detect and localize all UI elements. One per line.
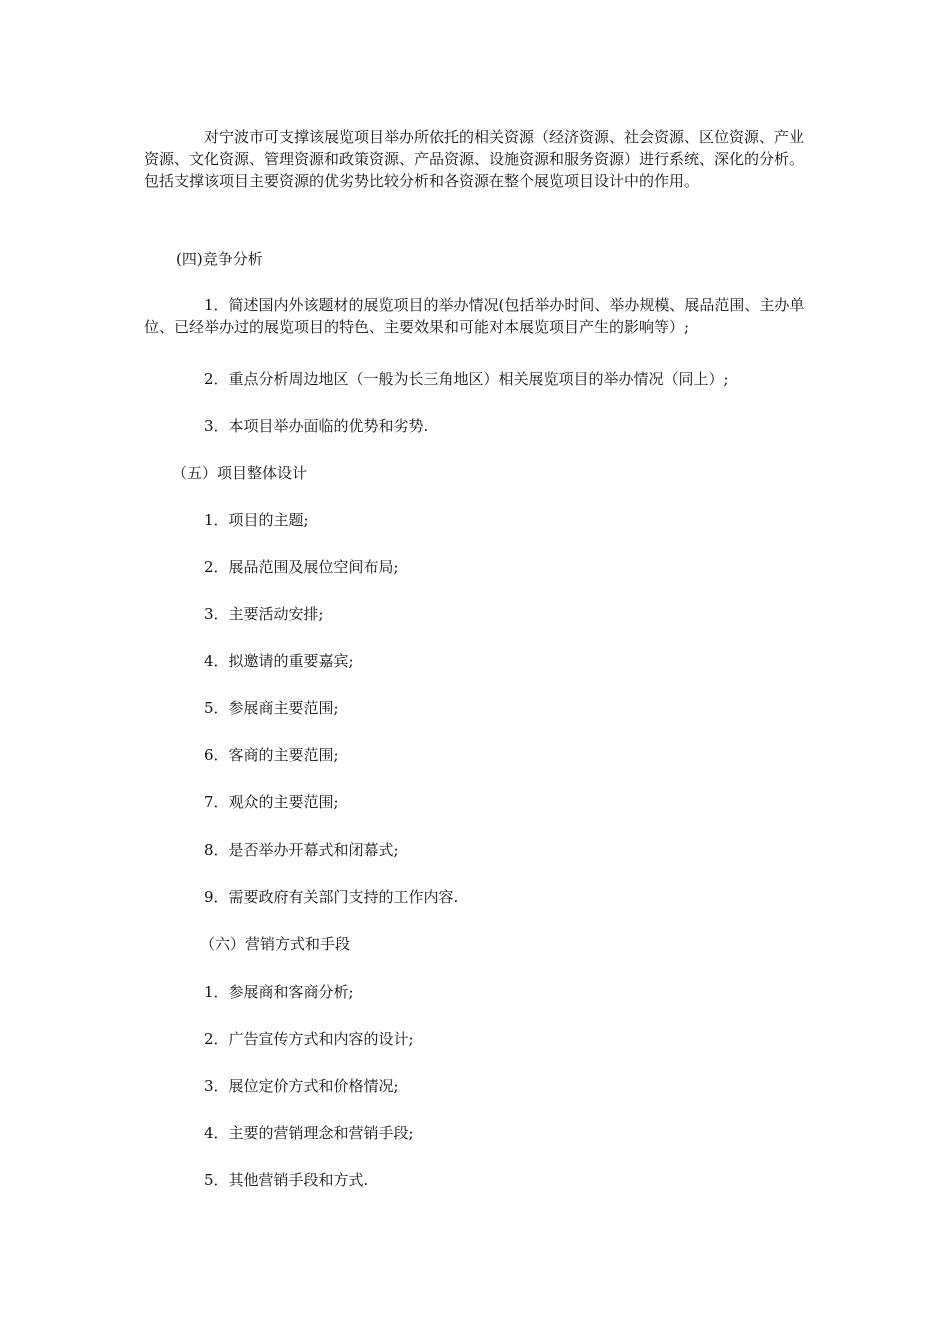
section-5-item-1: 1．项目的主题; (204, 511, 309, 529)
section-4-item-1: 1．简述国内外该题材的展览项目的举办情况(包括举办时间、举办规模、展品范围、主办单位、已经举办过的展览项目的特色、主要效果和可能对本展览项目产生的影响等）; (144, 296, 805, 336)
section-4-heading: (四)竞争分析 (176, 250, 263, 268)
section-6-heading: （六）营销方式和手段 (200, 935, 351, 953)
section-5-item-5: 5．参展商主要范围; (204, 699, 339, 717)
section-5-heading: （五）项目整体设计 (172, 464, 308, 482)
section-4-item-3: 3．本项目举办面临的优势和劣势. (204, 417, 429, 435)
section-5-item-4: 4．拟邀请的重要嘉宾; (204, 652, 354, 670)
section-6-item-4: 4．主要的营销理念和营销手段; (204, 1124, 414, 1142)
section-5-item-6: 6．客商的主要范围; (204, 746, 339, 764)
section-5-item-7: 7．观众的主要范围; (204, 793, 339, 811)
section-5-item-9: 9．需要政府有关部门支持的工作内容. (204, 888, 459, 906)
section-5-item-2: 2．展品范围及展位空间布局; (204, 558, 399, 576)
section-6-item-2: 2．广告宣传方式和内容的设计; (204, 1030, 414, 1048)
intro-paragraph: 对宁波市可支撑该展览项目举办所依托的相关资源（经济资源、社会资源、区位资源、产业资源、文化资源、管理资源和政策资源、产品资源、设施资源和服务资源）进行系统、深化的分析。包括支撑该项目主要资源的优劣势比较分析和各资源在整个展览项目设计中的作用。 (144, 128, 805, 190)
section-5-item-8: 8．是否举办开幕式和闭幕式; (204, 841, 399, 859)
section-4-item-2: 2．重点分析周边地区（一般为长三角地区）相关展览项目的举办情况（同上）; (204, 370, 729, 388)
section-5-item-3: 3．主要活动安排; (204, 605, 324, 623)
section-6-item-5: 5．其他营销手段和方式. (204, 1171, 369, 1189)
section-6-item-1: 1．参展商和客商分析; (204, 983, 354, 1001)
section-6-item-3: 3．展位定价方式和价格情况; (204, 1077, 399, 1095)
